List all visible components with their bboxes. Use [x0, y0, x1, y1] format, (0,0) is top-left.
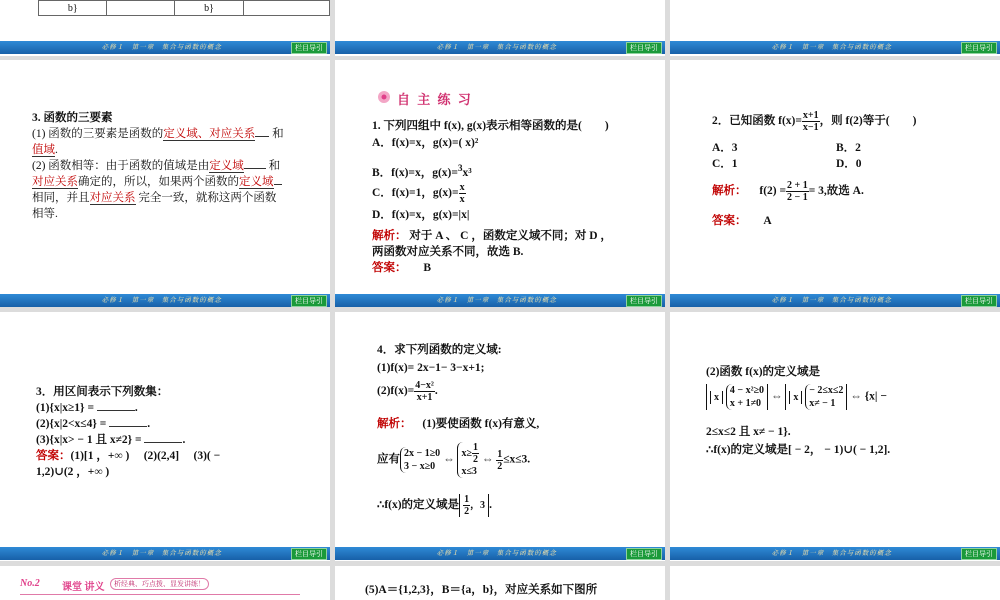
question	[712, 110, 916, 133]
fraction	[459, 182, 466, 205]
inequality-system	[805, 384, 843, 410]
fraction	[802, 110, 820, 133]
text: x	[714, 391, 719, 403]
text: 和	[268, 160, 281, 172]
text: (1){x|x≥1} =	[36, 402, 94, 414]
denominator: 2 − 1	[787, 192, 808, 203]
footer-chapter: 必修１ 第一章 集合与函数的概念	[101, 44, 222, 51]
footer-bar	[670, 547, 1000, 560]
slide-3	[670, 0, 1000, 56]
text: ≤x≤3.	[503, 453, 531, 466]
line-4: ∴f(x)的定义域是[ − 2， − 1)∪( − 1,2].	[706, 444, 891, 456]
question: 3．用区间表示下列数集：	[36, 386, 169, 398]
numerator: x+1	[802, 110, 819, 121]
fraction	[414, 380, 435, 403]
answer	[36, 448, 220, 464]
item-2	[377, 380, 438, 403]
slide-exercise-3	[0, 312, 330, 561]
denominator: 2	[472, 454, 478, 465]
inequality: x + 1≠0	[729, 398, 762, 409]
question: 1. 下列四组中 f(x), g(x)表示相等函数的是( )	[372, 120, 609, 132]
blank	[97, 400, 135, 411]
solution-label: 解析：	[712, 185, 747, 198]
heading: 3. 函数的三要素	[32, 112, 113, 124]
text: f(2) =	[759, 185, 787, 198]
line-2	[706, 384, 887, 410]
divider	[20, 594, 300, 595]
table-cell: b}	[39, 1, 107, 16]
answer-text: 对应关系	[32, 176, 78, 188]
numerator: x	[459, 182, 465, 193]
footer-chapter: 必修１ 第一章 集合与函数的概念	[771, 44, 892, 51]
option-c	[372, 182, 466, 205]
text: ，则 f(2)等于( )	[819, 115, 917, 128]
footer-bar	[335, 41, 665, 54]
option-a: A．3	[712, 142, 738, 154]
numerator: 2 + 1	[787, 180, 808, 191]
text: (2)f(x)=	[377, 385, 415, 398]
solution	[372, 228, 612, 244]
solution-label: 解析：	[377, 418, 412, 430]
text-line: (5)A＝{1,2,3}，B＝{a，b}，对应关系如下图所	[365, 584, 598, 596]
fraction	[786, 180, 809, 203]
text: B．f(x)=x，g(x)=	[372, 166, 458, 179]
para-2	[32, 158, 280, 174]
interval	[459, 494, 489, 517]
text: (1) 函数的三要素是函数的	[32, 128, 164, 140]
numerator: 4−x²	[415, 380, 434, 391]
inequality: x≠ − 1	[809, 398, 836, 409]
numerator: 1	[472, 442, 478, 453]
denominator: 2	[464, 506, 470, 517]
footer-chapter: 必修１ 第一章 集合与函数的概念	[771, 550, 892, 557]
table-cell: b}	[175, 1, 243, 16]
line-1: (2)函数 f(x)的定义域是	[706, 366, 821, 378]
set-braces	[706, 384, 768, 410]
footer-chapter: 必修１ 第一章 集合与函数的概念	[436, 550, 557, 557]
question: 4．求下列函数的定义域:	[377, 344, 502, 356]
footer-bar	[670, 294, 1000, 307]
answer-value: B	[423, 262, 432, 274]
nav-button[interactable]: 栏目导引	[291, 548, 327, 560]
fraction	[463, 494, 470, 517]
text: .	[489, 499, 492, 512]
text: ，3	[470, 499, 486, 511]
text: = 3,故选 A.	[808, 185, 864, 198]
text: ⇔ {x| −	[850, 390, 887, 403]
answer-text: 对应关系	[89, 192, 136, 204]
text: (2){x|2<x≤4} =	[36, 418, 107, 430]
blank	[144, 432, 182, 443]
badge-label: 自 主 练 习	[397, 92, 473, 107]
line-3: 2≤x≤2 且 x≠ − 1}.	[706, 426, 791, 438]
text: x³	[462, 166, 472, 179]
conclusion	[377, 494, 492, 517]
option-c: C．1	[712, 158, 738, 170]
option-d: D．0	[836, 158, 862, 170]
slide-2	[335, 0, 665, 56]
nav-button[interactable]: 栏目导引	[291, 295, 327, 307]
slide-1	[0, 0, 330, 56]
answer-text: 定义域、对应关系	[163, 128, 256, 140]
iff-symbol: ⇔	[443, 453, 455, 466]
footer-bar	[335, 547, 665, 560]
footer-chapter: 必修１ 第一章 集合与函数的概念	[101, 550, 222, 557]
nav-button[interactable]: 栏目导引	[961, 548, 997, 560]
no2-label: No.2	[20, 578, 40, 589]
solution	[712, 180, 864, 203]
text: .	[55, 144, 58, 156]
text: x	[793, 391, 799, 403]
footer-bar	[0, 547, 330, 560]
blank	[274, 174, 282, 185]
solution	[377, 416, 539, 432]
text: 2．已知函数 f(x)=	[712, 115, 802, 128]
answer	[712, 213, 772, 229]
slide-mapping	[335, 566, 665, 600]
denominator: 2	[497, 460, 503, 472]
inequality: 3 − x≥0	[404, 461, 436, 472]
blank	[255, 126, 269, 137]
section-label: 课堂 讲义	[62, 582, 105, 593]
answer-text: 值域	[32, 144, 55, 156]
slide-classroom	[0, 566, 330, 600]
option-b: B．2	[836, 142, 861, 154]
set-var	[789, 391, 802, 404]
nav-button[interactable]: 栏目导引	[626, 42, 662, 54]
answer-value: (1)[1 ，+∞ ) (2)(2,4] (3)( −	[70, 450, 221, 462]
answer-label: 答案：	[712, 215, 747, 227]
answer-text: 定义域	[239, 176, 274, 188]
flower-icon	[373, 88, 395, 106]
nav-button[interactable]: 栏目导引	[961, 295, 997, 307]
footer-chapter: 必修１ 第一章 集合与函数的概念	[436, 44, 557, 51]
text: 确定的，所以，如果两个函数的	[78, 176, 239, 188]
derivation	[377, 442, 530, 478]
inequality-system	[457, 442, 479, 478]
denominator: x	[459, 194, 465, 205]
set-braces	[785, 384, 847, 410]
text: (2) 函数相等：由于函数的值域是由	[32, 160, 210, 172]
mapping-table	[38, 0, 330, 16]
answer-label: 答案：	[36, 450, 71, 462]
option-d: D．f(x)=x，g(x)=|x|	[372, 209, 470, 221]
para-2b	[32, 174, 282, 190]
text: (3){x|x> − 1 且 x≠2} =	[36, 434, 142, 446]
text: 对于 A 、 C ，函数定义域不同；对 D ，	[409, 230, 612, 242]
solution-2: 两函数对应关系不同，故选 B.	[372, 246, 524, 258]
numerator: 1	[497, 448, 503, 460]
slide-exercise-2	[670, 60, 1000, 307]
slide-function-elements	[0, 60, 330, 307]
set-var	[710, 391, 723, 404]
text: x≥	[461, 447, 472, 459]
footer-bar	[670, 41, 1000, 54]
text: 完全一致，就称这两个函数	[138, 192, 277, 204]
denominator: x+1	[416, 392, 433, 403]
answer-label: 答案：	[372, 262, 407, 274]
footer-bar	[0, 294, 330, 307]
solution-label: 解析：	[372, 230, 407, 242]
nav-button[interactable]: 栏目导引	[961, 42, 997, 54]
inequality: − 2≤x≤2	[809, 385, 844, 396]
inequality: 2x − 1≥0	[404, 448, 441, 459]
inequality: 4 − x²≥0	[729, 385, 765, 396]
nav-button[interactable]: 栏目导引	[626, 295, 662, 307]
tip-badge: 析经典、巧点拨、显发讲练！	[110, 578, 209, 590]
footer-chapter: 必修１ 第一章 集合与函数的概念	[101, 297, 222, 304]
denominator: x−1	[802, 122, 819, 133]
text: 和	[272, 128, 284, 140]
slide-exercise-4-part2	[670, 312, 1000, 561]
para-1b	[32, 142, 58, 158]
footer-chapter: 必修１ 第一章 集合与函数的概念	[436, 297, 557, 304]
fraction	[472, 442, 479, 465]
inequality-system	[400, 447, 440, 473]
slide-exercise-1	[335, 60, 665, 307]
item-1: (1){x|x≥1} = .	[36, 402, 138, 414]
blank	[244, 158, 266, 169]
nav-button[interactable]: 栏目导引	[626, 548, 662, 560]
text: C．f(x)=1，g(x)=	[372, 187, 459, 200]
option-a: A．f(x)=x，g(x)=( x)²	[372, 137, 479, 149]
iff-symbol: ⇔	[770, 390, 783, 403]
para-2c	[32, 190, 276, 206]
text: 相同，并且	[32, 192, 90, 204]
table-cell	[107, 1, 175, 16]
slide-blank	[670, 566, 1000, 600]
footer-chapter: 必修１ 第一章 集合与函数的概念	[771, 297, 892, 304]
text: 应有	[377, 453, 400, 466]
text: (1)要使函数 f(x)有意义,	[422, 418, 540, 430]
footer-bar	[335, 294, 665, 307]
para-1	[32, 126, 284, 142]
para-2d: 相等.	[32, 208, 58, 220]
numerator: 1	[464, 494, 470, 505]
inequality-system	[726, 384, 764, 410]
iff-symbol: ⇔	[481, 453, 494, 466]
footer-bar	[0, 41, 330, 54]
blank	[109, 416, 147, 427]
table-cell	[243, 1, 329, 16]
slide-exercise-4	[335, 312, 665, 561]
item-2: (2){x|2<x≤4} = .	[36, 418, 151, 430]
inequality: x≤3	[461, 466, 477, 477]
option-b	[372, 160, 472, 181]
section-badge	[373, 88, 493, 106]
item-3: (3){x|x> − 1 且 x≠2} = .	[36, 434, 186, 446]
answer	[372, 260, 431, 276]
answer-text: 定义域	[209, 160, 244, 172]
answer-2: 1,2)∪(2 ，+∞ )	[36, 466, 110, 478]
answer-value: A	[763, 215, 772, 227]
text: .	[434, 385, 438, 398]
text: ∴f(x)的定义域是	[377, 499, 460, 512]
root-index: 3	[457, 163, 463, 173]
nav-button[interactable]: 栏目导引	[291, 42, 327, 54]
inequality	[461, 442, 479, 465]
item-1: (1)f(x)= 2x−1− 3−x+1;	[377, 362, 485, 374]
